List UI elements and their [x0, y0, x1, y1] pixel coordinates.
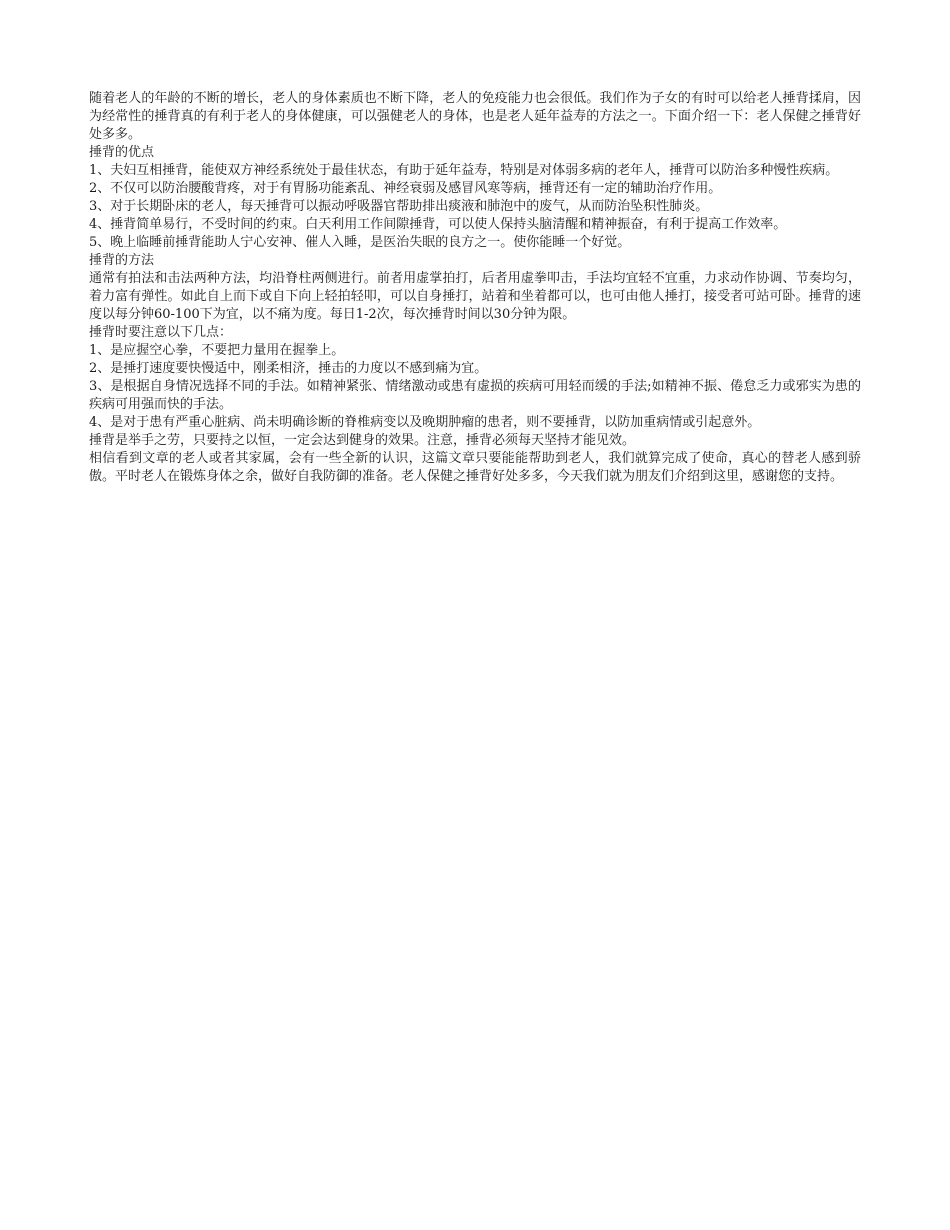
list-item: 1、夫妇互相捶背，能使双方神经系统处于最佳状态，有助于延年益寿，特别是对体弱多病的老年人，捶背可以防治多种慢性疾病。 [89, 163, 839, 178]
list-item: 2、是捶打速度要快慢适中，刚柔相济，捶击的力度以不感到痛为宜。 [89, 361, 488, 376]
methods-paragraph: 通常有拍法和击法两种方法，均沿脊柱两侧进行。前者用虚掌拍打，后者用虚拳叩击，手法均宜轻不宜重，力求动作协调、节奏均匀，着力富有弹性。如此自上而下或自下向上轻拍轻叩，可以自身捶打，站着和坐着都可以，也可由他人捶打，接受者可站可卧。捶背的速度以每分钟60-100下为宜，以不痛为度。每日1-2次，每次捶背时间以30分钟为限。 [89, 271, 861, 322]
list-item: 4、是对于患有严重心脏病、尚未明确诊断的脊椎病变以及晚期肿瘤的患者，则不要捶背，以防加重病情或引起意外。 [89, 415, 761, 430]
intro-paragraph: 随着老人的年龄的不断的增长，老人的身体素质也不断下降，老人的免疫能力也会很低。我们作为子女的有时可以给老人捶背揉肩，因为经常性的捶背真的有利于老人的身体健康，可以强健老人的身体，也是老人延年益寿的方法之一。下面介绍一下：老人保健之捶背好处多多。 [89, 91, 861, 142]
list-item: 3、对于长期卧床的老人，每天捶背可以振动呼吸器官帮助排出痰液和肺泡中的废气，从而防治坠积性肺炎。 [89, 199, 709, 214]
list-item: 2、不仅可以防治腰酸背疼，对于有胃肠功能紊乱、神经衰弱及感冒风寒等病，捶背还有一定的辅助治疗作用。 [89, 181, 722, 196]
section-heading-notes: 捶背时要注意以下几点： [89, 325, 233, 340]
list-item: 5、晚上临睡前捶背能助人宁心安神、催人入睡，是医治失眠的良方之一。使你能睡一个好觉。 [89, 235, 631, 250]
section-heading-advantages: 捶背的优点 [89, 145, 155, 160]
document-body [89, 90, 861, 486]
list-item: 4、捶背简单易行，不受时间的约束。白天利用工作间隙捶背，可以使人保持头脑清醒和精神振奋，有利于提高工作效率。 [89, 217, 787, 232]
closing-paragraph-2: 相信看到文章的老人或者其家属，会有一些全新的认识，这篇文章只要能能帮助到老人，我们就算完成了使命，真心的替老人感到骄傲。平时老人在锻炼身体之余，做好自我防御的准备。老人保健之捶背好处多多，今天我们就为朋友们介绍到这里，感谢您的支持。 [89, 451, 861, 484]
list-item: 1、是应握空心拳，不要把力量用在握拳上。 [89, 343, 345, 358]
section-heading-methods: 捶背的方法 [89, 253, 155, 268]
closing-paragraph-1: 捶背是举手之劳，只要持之以恒，一定会达到健身的效果。注意，捶背必须每天坚持才能见效。 [89, 433, 636, 448]
list-item: 3、是根据自身情况选择不同的手法。如精神紧张、情绪激动或患有虚损的疾病可用轻而缓的手法;如精神不振、倦怠乏力或邪实为患的疾病可用强而快的手法。 [89, 379, 861, 412]
